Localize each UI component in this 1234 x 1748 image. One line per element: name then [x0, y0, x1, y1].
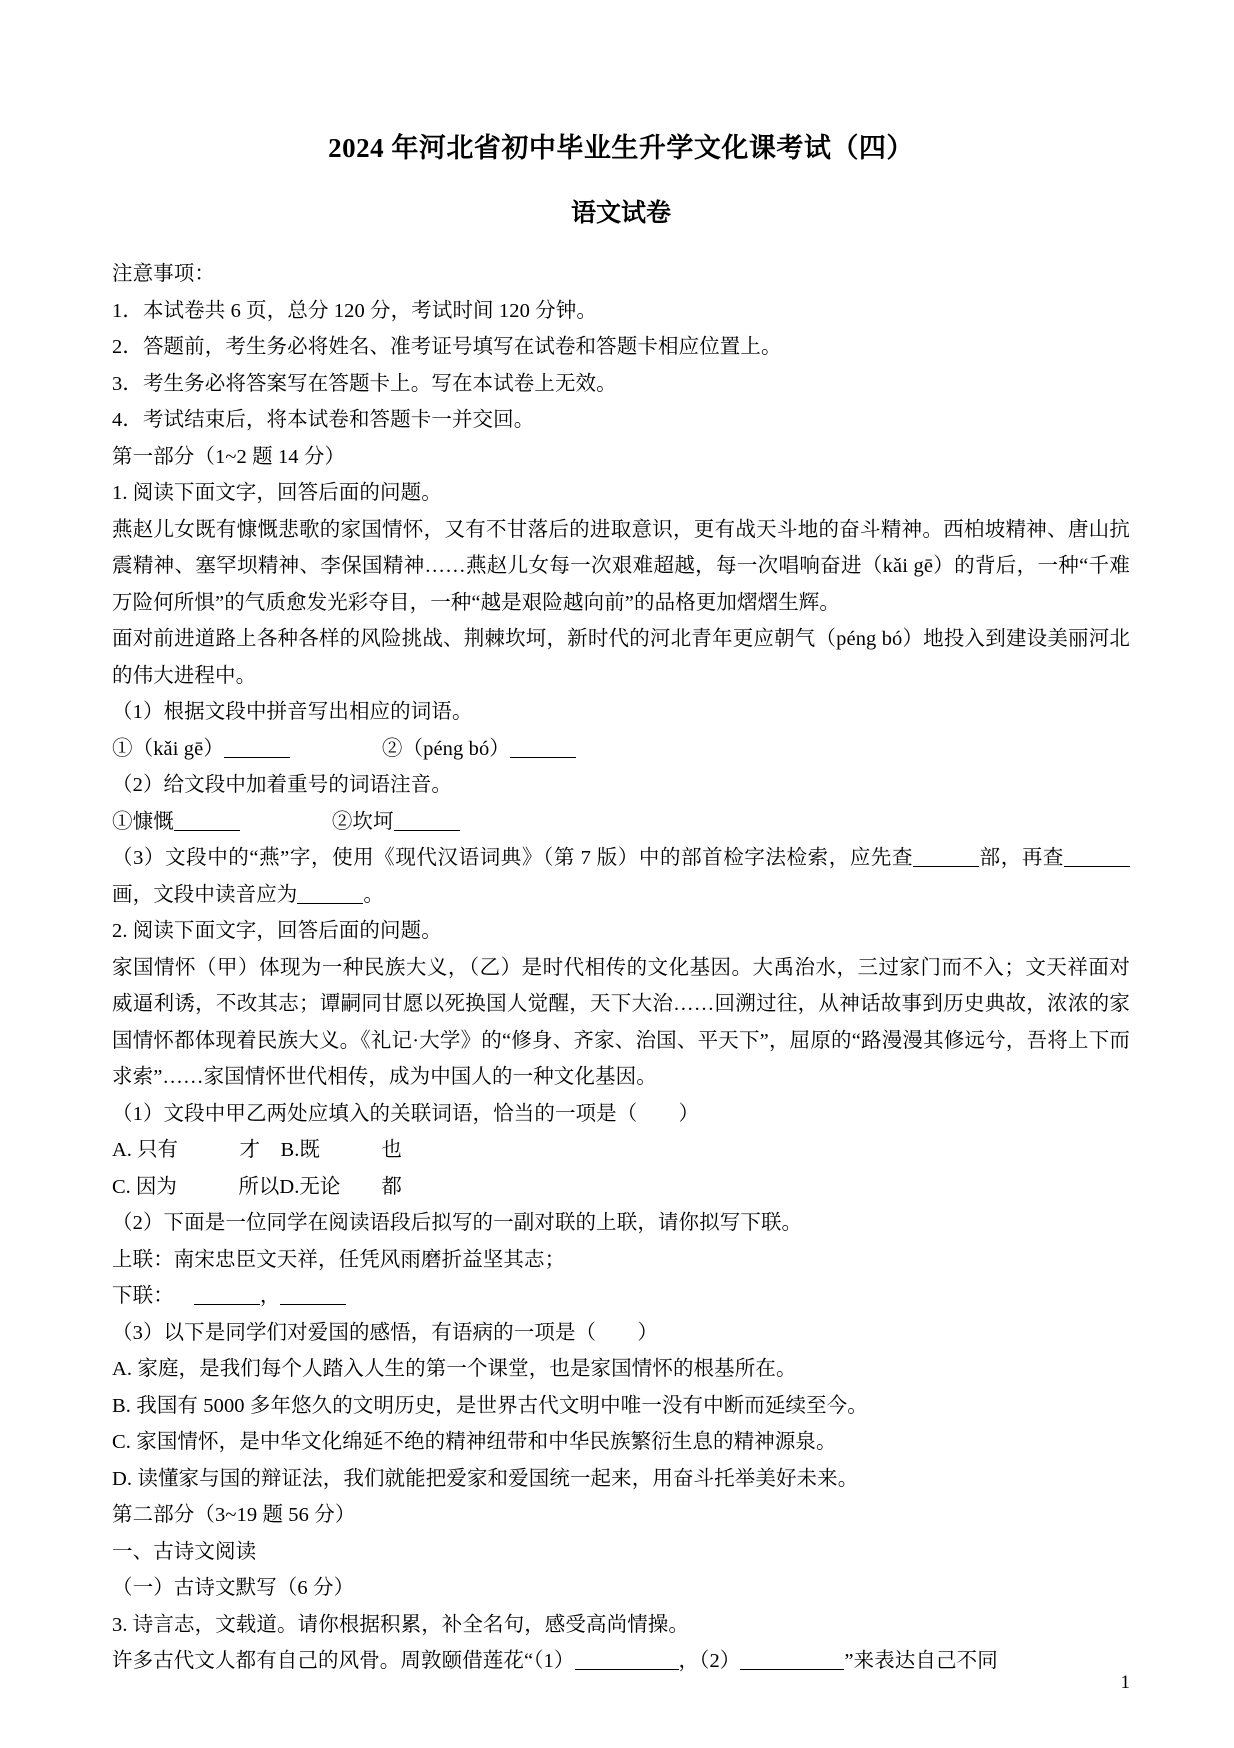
sub-3-pronunciation-blank[interactable] [297, 903, 363, 904]
sub-3-line-1-part-a: （3）文段中的“燕”字，使用《现代汉语词典》（第 7 版）中的部首检字法检索，应先查 [112, 847, 914, 869]
sub-2-item-2-blank[interactable] [394, 830, 460, 831]
question-1-sub-1-answers [112, 731, 1130, 768]
question-1-stem: 1. 阅读下面文字，回答后面的问题。 [112, 482, 442, 504]
notice-heading: 注意事项： [112, 263, 215, 285]
sub-3-strokes-blank[interactable] [1064, 866, 1130, 867]
notice-item-1: 1．本试卷共 6 页，总分 120 分，考试时间 120 分钟。 [112, 299, 597, 322]
question-3-part-a: 许多古代文人都有自己的风骨。周敦颐借莲花“（1） [112, 1650, 575, 1672]
sub-2-item-1-blank[interactable] [174, 830, 240, 831]
sub-1-item-2-blank[interactable] [510, 757, 576, 758]
sub-3-radical-blank[interactable] [913, 866, 979, 867]
sub-3-line-2-part-c: 。 [363, 883, 385, 906]
question-2-sub-3-option-c[interactable]: C. 家国情怀，是中华文化绵延不绝的精神纽带和中华民族繁衍生息的精神源泉。 [112, 1431, 837, 1453]
question-2-sub-3-stem: （3）以下是同学们对爱国的感悟，有语病的一项是（ ） [112, 1321, 658, 1344]
question-2-sub-3-option-a[interactable]: A. 家庭，是我们每个人踏入人生的第一个课堂，也是家国情怀的根基所在。 [112, 1358, 797, 1380]
question-2-sub-1-stem: （1）文段中甲乙两处应填入的关联词语，恰当的一项是（ ） [112, 1102, 700, 1125]
question-2-sub-3-option-b[interactable]: B. 我国有 5000 多年悠久的文明历史，是世界古代文明中唯一没有中断而延续至今。 [112, 1394, 868, 1417]
couplet-lower-blank-1[interactable] [194, 1304, 260, 1305]
couplet-upper-line: 上联：南宋忠臣文天祥，任凭风雨磨折益坚其志； [112, 1248, 566, 1271]
sub-1-item-2-label: ②（péng bó） [381, 737, 510, 760]
question-1-passage-paragraph-1: 燕赵儿女既有慷慨悲歌的家国情怀，又有不甘落后的进取意识，更有战天斗地的奋斗精神。西柏坡精神、唐山抗震精神、塞罕坝精神、李保国精神……燕赵儿女每一次艰难超越，每一次唱响奋进（kǎi gē）的背后，一种“千难万险何所惧”的气质愈发光彩夺目，一种“越是艰险越向前”的品格更加熠熠生辉。 [112, 518, 1130, 614]
question-2-sub-3-option-d[interactable]: D. 读懂家与国的辩证法，我们就能把爱家和爱国统一起来，用奋斗托举美好未来。 [112, 1467, 859, 1490]
question-2-passage: 家国情怀（甲）体现为一种民族大义，（乙）是时代相传的文化基因。大禹治水，三过家门而不入；文天祥面对威逼利诱，不改其志；谭嗣同甘愿以死换国人觉醒，天下大治……回溯过往，从神话故事到历史典故，浓浓的家国情怀都体现着民族大义。《礼记·大学》的“修身、齐家、治国、平天下”，屈原的“路漫漫其修远兮，吾将上下而求索”……家国情怀世代相传，成为中国人的一种文化基因。 [112, 956, 1130, 1088]
question-3-fill-line [112, 1643, 1130, 1680]
couplet-lower-separator: ， [259, 1285, 281, 1307]
question-1-sub-2-answers [112, 804, 1130, 841]
question-3-stem: 3. 诗言志，文载道。请你根据积累，补全名句，感受高尚情操。 [112, 1613, 689, 1636]
couplet-lower-line [112, 1278, 1130, 1315]
question-3-blank-1[interactable] [575, 1669, 679, 1670]
couplet-lower-blank-2[interactable] [280, 1304, 346, 1305]
sub-1-item-1-label: ①（kǎi gē） [112, 737, 224, 760]
part-two-heading: 第二部分（3~19 题 56 分） [112, 1504, 356, 1526]
question-1-sub-3 [112, 840, 1130, 913]
sub-2-item-1-label: ①慷慨 [112, 810, 174, 833]
question-2-stem: 2. 阅读下面文字，回答后面的问题。 [112, 920, 442, 942]
notice-item-2: 2．答题前，考生务必将姓名、准考证号填写在试卷和答题卡相应位置上。 [112, 336, 782, 358]
part-two-subsection-title: （一）古诗文默写（6 分） [112, 1577, 355, 1599]
question-2-sub-1-options-line-1[interactable]: A. 只有 才 B.既 也 [112, 1139, 402, 1161]
question-2-sub-1-options-line-2[interactable]: C. 因为 所以D.无论 都 [112, 1175, 402, 1198]
question-1-sub-2-stem: （2）给文段中加着重号的词语注音。 [112, 774, 452, 796]
page-subtitle: 语文试卷 [570, 199, 671, 227]
question-2-sub-2-stem: （2）下面是一位同学在阅读语段后拟写的一副对联的上联，请你拟写下联。 [112, 1212, 803, 1234]
sub-2-item-2-label: ②坎坷 [331, 810, 394, 833]
question-3-part-c: ”来表达自己不同 [844, 1650, 998, 1672]
part-one-heading: 第一部分（1~2 题 14 分） [112, 445, 346, 468]
sub-3-line-2-part-b: 画，文段中读音应为 [112, 883, 298, 906]
sub-3-line-1-part-b: 部， [979, 847, 1022, 869]
notice-item-3: 3．考生务必将答案写在答题卡上。写在本试卷上无效。 [112, 372, 617, 395]
question-3-part-b: ，（2） [678, 1650, 741, 1672]
couplet-lower-label: 下联： [112, 1285, 174, 1307]
question-1-passage-paragraph-2: 面对前进道路上各种各样的风险挑战、荆棘坎坷，新时代的河北青年更应朝气（péng bó）地投入到建设美丽河北的伟大进程中。 [112, 628, 1130, 687]
question-1-sub-1-stem: （1）根据文段中拼音写出相应的词语。 [112, 701, 473, 723]
part-two-section-title: 一、古诗文阅读 [112, 1540, 257, 1563]
page-title: 2024 年河北省初中毕业生升学文化课考试（四） [328, 133, 914, 163]
question-3-blank-2[interactable] [740, 1669, 844, 1670]
page-number: 1 [1120, 1672, 1130, 1693]
sub-3-line-2-part-a: 再查 [1021, 847, 1064, 869]
notice-item-4: 4．考试结束后，将本试卷和答题卡一并交回。 [112, 409, 535, 431]
sub-1-item-1-blank[interactable] [224, 757, 290, 758]
